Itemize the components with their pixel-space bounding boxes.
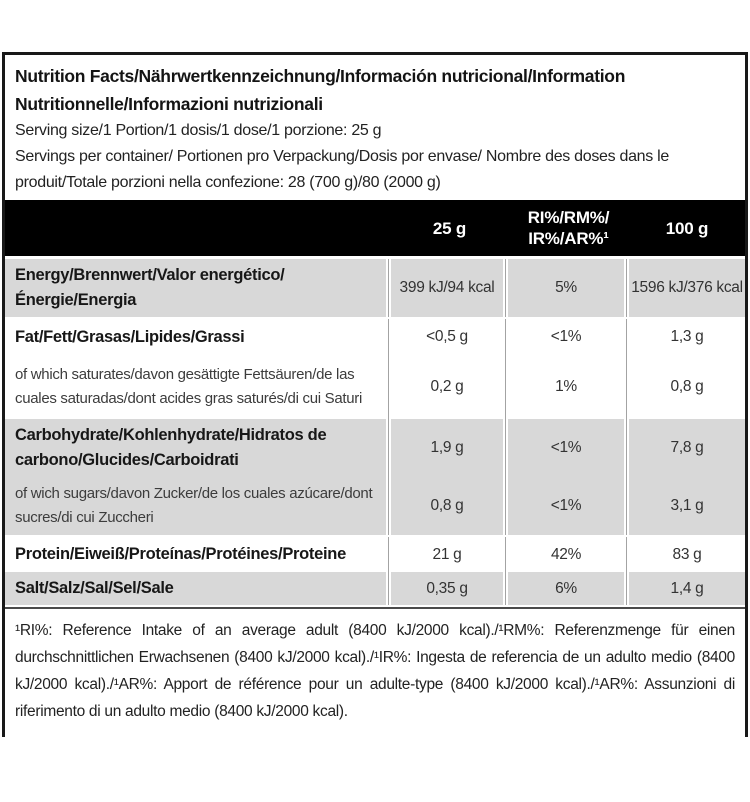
value-ri: 42%	[550, 545, 582, 563]
value-25g: <0,5 g	[426, 328, 468, 345]
table-row-fat	[5, 319, 745, 355]
value-25g: 399 kJ/94 kcal	[399, 279, 495, 296]
column-header-ri-line1: RI%/RM%/	[527, 208, 610, 227]
label-title: Nutrition Facts/Nährwertkennzeichnung/Información nutricional/Information Nutritionnelle/Informazioni nutrizionali	[15, 66, 626, 114]
nutrient-label: Protein/Eiweiß/Proteínas/Protéines/Proteine	[15, 545, 346, 563]
value-100g: 7,8 g	[670, 439, 704, 456]
value-100g: 1,4 g	[670, 579, 704, 597]
value-100g: 0,8 g	[670, 378, 704, 395]
nutrient-label: Salt/Salz/Sal/Sel/Sale	[15, 579, 174, 597]
value-ri: <1%	[550, 328, 582, 345]
serving-size-line: Serving size/1 Portion/1 dosis/1 dose/1 porzione: 25 g	[15, 122, 382, 139]
value-25g: 1,9 g	[430, 439, 464, 456]
value-ri: 6%	[555, 579, 577, 597]
value-100g: 1596 kJ/376 kcal	[631, 279, 743, 296]
table-row-sugars	[5, 477, 745, 535]
table-row-carbohydrate	[5, 419, 745, 477]
value-ri: <1%	[550, 497, 582, 514]
value-25g: 0,8 g	[430, 497, 464, 514]
column-header-25g: 25 g	[432, 218, 467, 238]
servings-per-container-line: Servings per container/ Portionen pro Verpackung/Dosis por envase/ Nombre des doses dans le produit/Totale porzioni nella confezione: 28 (700 g)/80 (2000 g)	[15, 148, 669, 191]
value-ri: 1%	[555, 378, 577, 395]
nutrient-label: Energy/Brennwert/Valor energético/Énergie/Energia	[15, 266, 285, 309]
value-100g: 83 g	[672, 545, 702, 563]
table-row-energy	[5, 259, 745, 317]
nutrient-label: Carbohydrate/Kohlenhydrate/Hidratos de carbono/Glucides/Carboidrati	[15, 426, 327, 469]
nutrient-label: of which saturates/davon gesättigte Fettsäuren/de las cuales saturadas/dont acides gras saturés/di cui Saturi	[15, 366, 363, 407]
nutrition-facts-label	[2, 52, 748, 737]
value-25g: 0,35 g	[426, 579, 468, 597]
table-row-saturates	[5, 355, 745, 419]
value-ri: 5%	[555, 279, 577, 296]
nutrient-label: of wich sugars/davon Zucker/de los cuales azúcare/dont sucres/di cui Zuccheri	[15, 485, 373, 526]
column-header-100g: 100 g	[665, 218, 709, 238]
table-row-protein	[5, 537, 745, 572]
column-header-ri-line2: IR%/AR%¹	[528, 229, 609, 248]
value-25g: 21 g	[432, 545, 462, 563]
value-25g: 0,2 g	[430, 378, 464, 395]
label-header	[5, 55, 745, 200]
table-row-salt	[5, 572, 745, 605]
column-header-ri	[508, 207, 629, 249]
value-100g: 1,3 g	[670, 328, 704, 345]
value-ri: <1%	[550, 439, 582, 456]
nutrient-label: Fat/Fett/Grasas/Lipides/Grassi	[15, 327, 245, 346]
column-header-row	[5, 200, 745, 256]
value-100g: 3,1 g	[670, 497, 704, 514]
reference-intake-footnote: ¹RI%: Reference Intake of an average adult (8400 kJ/2000 kcal)./¹RM%: Referenzmenge für einen durchschnittlichen Erwachsenen (8400 kJ/2000 kcal)./¹IR%: Ingesta de referencia de un adulto medio (8400 kJ/2000 kcal)./¹AR%: Apport de référence pour un adulte-type (8400 kJ/2000 kcal)./¹AR%: Assunzioni di riferimento di un adulto medio (8400 kJ/2000 kcal).	[15, 622, 735, 720]
